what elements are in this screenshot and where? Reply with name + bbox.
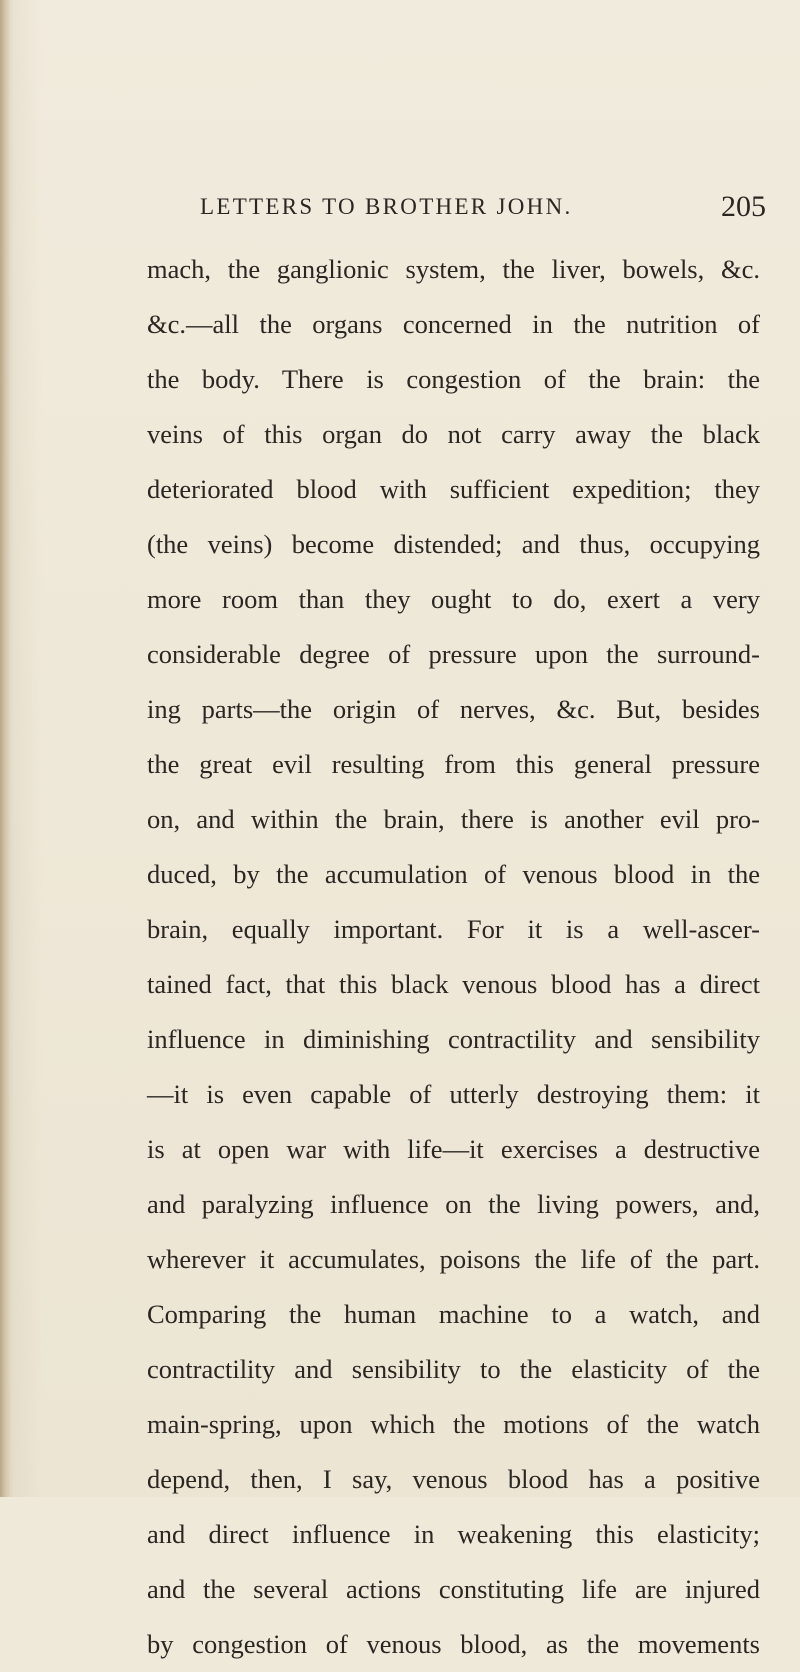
text-line: by congestion of venous blood, as the movements bbox=[147, 1629, 760, 1659]
running-head bbox=[200, 190, 766, 230]
text-line: brain, equally important. For it is a well-ascer- bbox=[147, 914, 760, 944]
body-text bbox=[147, 242, 760, 1672]
text-line: contractility and sensibility to the elasticity of the bbox=[147, 1354, 760, 1384]
text-line: Comparing the human machine to a watch, and bbox=[147, 1299, 760, 1329]
text-line: main-spring, upon which the motions of the watch bbox=[147, 1409, 760, 1439]
text-line: is at open war with life—it exercises a destructive bbox=[147, 1134, 760, 1164]
text-line: mach, the ganglionic system, the liver, bowels, &c. bbox=[147, 254, 760, 284]
text-line: the body. There is congestion of the brain: the bbox=[147, 364, 760, 394]
running-title: LETTERS TO BROTHER JOHN. bbox=[200, 194, 573, 219]
text-line: &c.—all the organs concerned in the nutrition of bbox=[147, 309, 760, 339]
text-line: and paralyzing influence on the living powers, and, bbox=[147, 1189, 760, 1219]
text-line: (the veins) become distended; and thus, occupying bbox=[147, 529, 760, 559]
text-line: considerable degree of pressure upon the surround- bbox=[147, 639, 760, 669]
text-line: the great evil resulting from this general pressure bbox=[147, 749, 760, 779]
text-line: —it is even capable of utterly destroying them: it bbox=[147, 1079, 760, 1109]
text-line: and direct influence in weakening this elasticity; bbox=[147, 1519, 760, 1549]
text-line: depend, then, I say, venous blood has a positive bbox=[147, 1464, 760, 1494]
text-line: and the several actions constituting life are injured bbox=[147, 1574, 760, 1604]
page-number: 205 bbox=[721, 190, 766, 223]
text-line: deteriorated blood with sufficient expedition; they bbox=[147, 474, 760, 504]
text-line: duced, by the accumulation of venous blood in the bbox=[147, 859, 760, 889]
text-line: tained fact, that this black venous blood has a direct bbox=[147, 969, 760, 999]
text-line: ing parts—the origin of nerves, &c. But, besides bbox=[147, 694, 760, 724]
text-line: veins of this organ do not carry away the black bbox=[147, 419, 760, 449]
text-line: on, and within the brain, there is another evil pro- bbox=[147, 804, 760, 834]
text-line: influence in diminishing contractility and sensibility bbox=[147, 1024, 760, 1054]
text-line: more room than they ought to do, exert a very bbox=[147, 584, 760, 614]
page-gutter-shadow bbox=[0, 0, 10, 1497]
text-line: wherever it accumulates, poisons the life of the part. bbox=[147, 1244, 760, 1274]
